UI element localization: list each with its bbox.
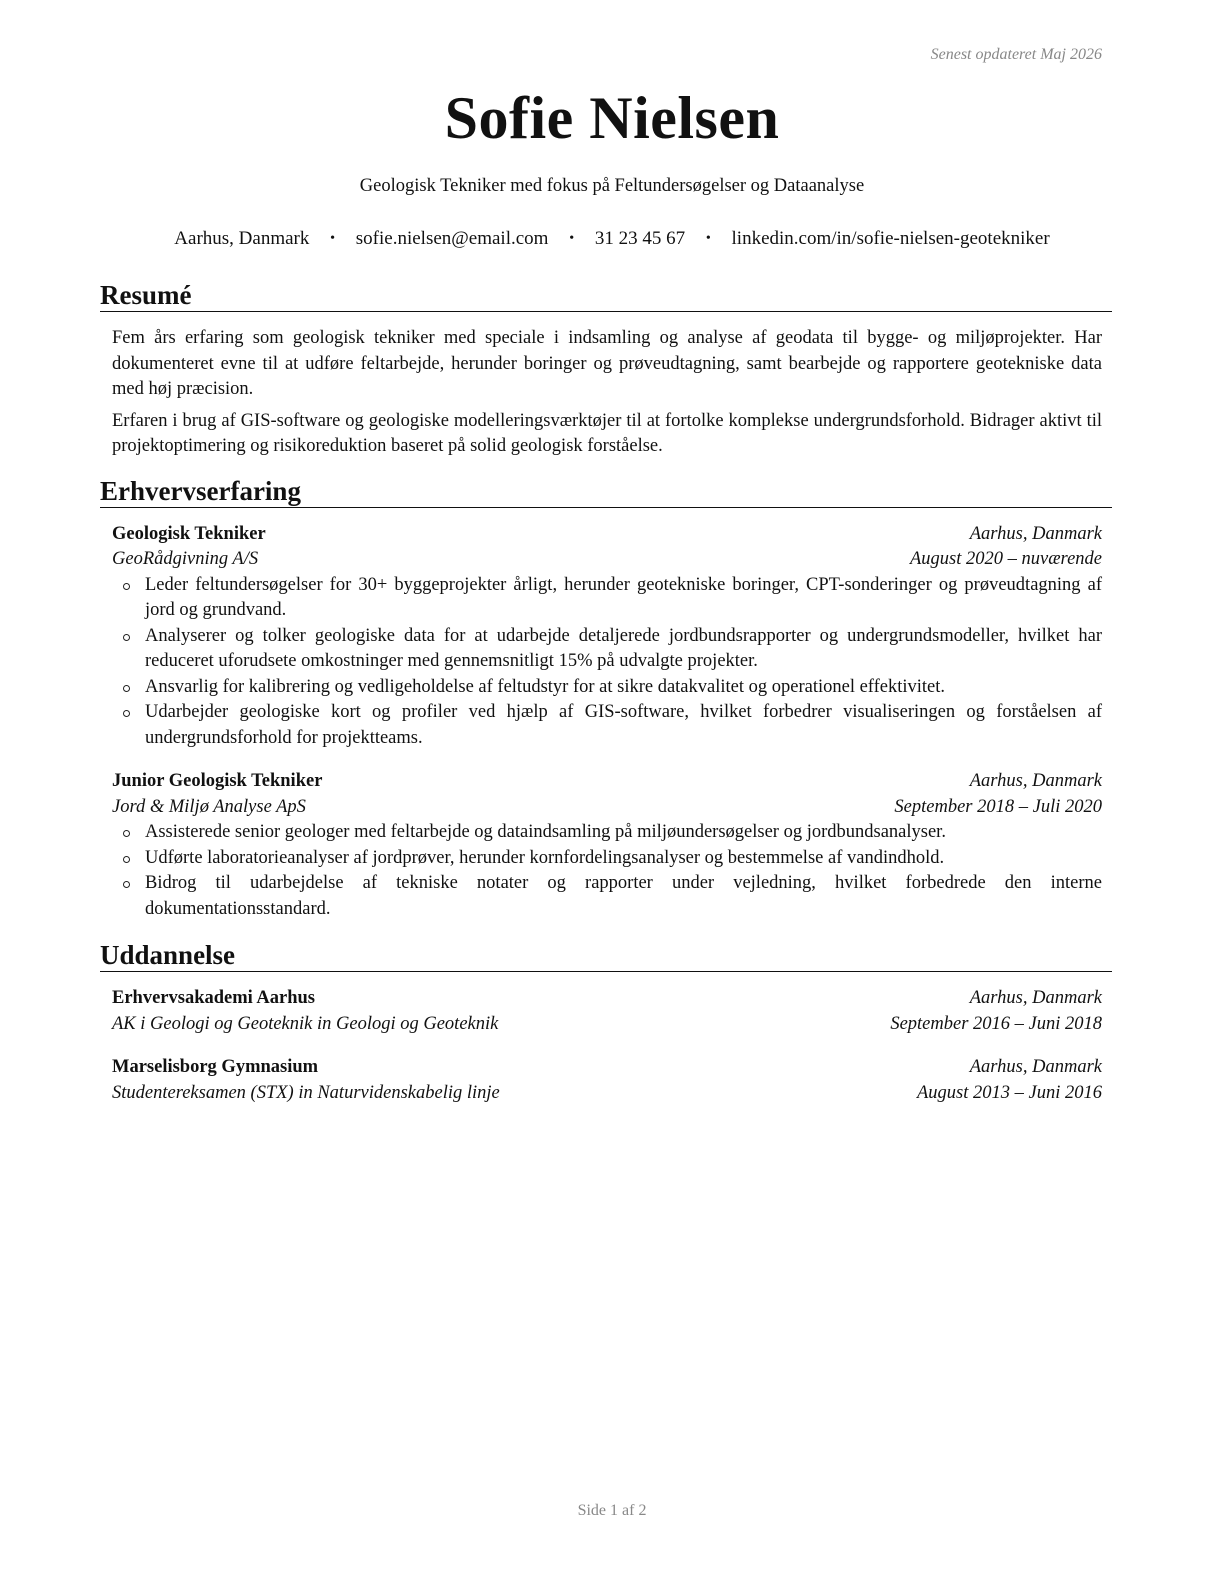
bullet-separator: • — [330, 231, 336, 246]
school-location: Aarhus, Danmark — [969, 988, 1102, 1008]
experience-section — [100, 476, 1112, 923]
contact-email[interactable]: sofie.nielsen@email.com — [355, 228, 549, 249]
resume-content — [100, 280, 1112, 1124]
education-entry — [112, 1055, 1102, 1106]
education-dates: August 2013 – Juni 2016 — [917, 1082, 1102, 1103]
list-item: Leder feltundersøgelser for 30+ byggeprojekter årligt, herunder geotekniske boringer, CPT-sonderinger og prøveudtagning af jord og grundvand. — [145, 573, 1102, 624]
job-entry — [112, 769, 1102, 922]
list-item: Ansvarlig for kalibrering og vedligeholdelse af feltudstyr for at sikre datakvalitet og operationel effektivitet. — [145, 675, 1102, 701]
degree: Studentereksamen (STX) in Naturvidenskabelig linje — [112, 1082, 500, 1103]
education-entry — [112, 986, 1102, 1037]
degree: AK i Geologi og Geoteknik in Geologi og Geoteknik — [112, 1013, 499, 1034]
page-number: Side 1 af 2 — [577, 1502, 647, 1519]
contact-location: Aarhus, Danmark — [174, 228, 310, 249]
bullet-separator: • — [569, 231, 575, 246]
job-company: GeoRådgivning A/S — [112, 549, 259, 569]
list-item: Udarbejder geologiske kort og profiler ved hjælp af GIS-software, hvilket forbedrer visualiseringen og forståelsen af undergrundsforhold for projektteams. — [145, 700, 1102, 751]
job-location: Aarhus, Danmark — [969, 771, 1102, 791]
job-company: Jord & Miljø Analyse ApS — [112, 796, 306, 817]
candidate-name: Sofie Nielsen — [444, 85, 780, 151]
school-location: Aarhus, Danmark — [969, 1057, 1102, 1077]
bullet-separator: • — [705, 231, 711, 246]
job-entry — [112, 522, 1102, 752]
job-dates: September 2018 – Juli 2020 — [894, 796, 1102, 817]
contact-line — [0, 228, 1224, 250]
contact-linkedin[interactable]: linkedin.com/in/sofie-nielsen-geotekniker — [731, 228, 1050, 249]
summary-paragraph: Fem års erfaring som geologisk tekniker med speciale i indsamling og analyse af geodata til bygge- og miljøprojekter. Har dokumenteret evne til at udføre feltarbejde, herunder boringer og prøveudtagning, samt bearbejde og rapportere geotekniske data med høj præcision. — [112, 328, 1102, 399]
school-name: Erhvervsakademi Aarhus — [112, 988, 316, 1008]
job-role: Geologisk Tekniker — [112, 523, 266, 544]
section-title-experience: Erhvervserfaring — [100, 476, 1112, 508]
school-name: Marselisborg Gymnasium — [112, 1057, 319, 1077]
education-section — [100, 940, 1112, 1106]
job-bullets — [112, 573, 1102, 752]
education-dates: September 2016 – Juni 2018 — [890, 1013, 1102, 1034]
summary-section — [100, 280, 1112, 460]
last-updated: Senest opdateret Maj 2026 — [930, 46, 1102, 63]
job-dates: August 2020 – nuværende — [909, 549, 1102, 569]
list-item: Udførte laboratorieanalyser af jordprøver, herunder kornfordelingsanalyser og bestemmelse af vandindhold. — [145, 846, 1102, 872]
tagline: Geologisk Tekniker med fokus på Feltundersøgelser og Dataanalyse — [359, 176, 865, 196]
section-title-education: Uddannelse — [100, 940, 1112, 972]
list-item: Bidrog til udarbejdelse af tekniske notater og rapporter under vejledning, hvilket forbedrede den interne dokumentationsstandard. — [145, 871, 1102, 922]
job-location: Aarhus, Danmark — [969, 523, 1102, 544]
list-item: Assisterede senior geologer med feltarbejde og dataindsamling på miljøundersøgelser og jordbundsanalyser. — [145, 820, 1102, 846]
contact-phone[interactable]: 31 23 45 67 — [594, 228, 686, 249]
list-item: Analyserer og tolker geologiske data for at udarbejde detaljerede jordbundsrapporter og undergrundsmodeller, hvilket har reduceret uforudsete omkostninger med gennemsnitligt 15% på udvalgte projekter. — [145, 624, 1102, 675]
job-role: Junior Geologisk Tekniker — [112, 771, 323, 791]
section-title-summary: Resumé — [100, 280, 1112, 312]
summary-paragraph: Erfaren i brug af GIS-software og geologiske modelleringsværktøjer til at fortolke komplekse undergrundsforhold. Bidrager aktivt til projektoptimering og risikoreduktion baseret på solid geologisk forståelse. — [112, 410, 1102, 456]
job-bullets — [112, 820, 1102, 922]
